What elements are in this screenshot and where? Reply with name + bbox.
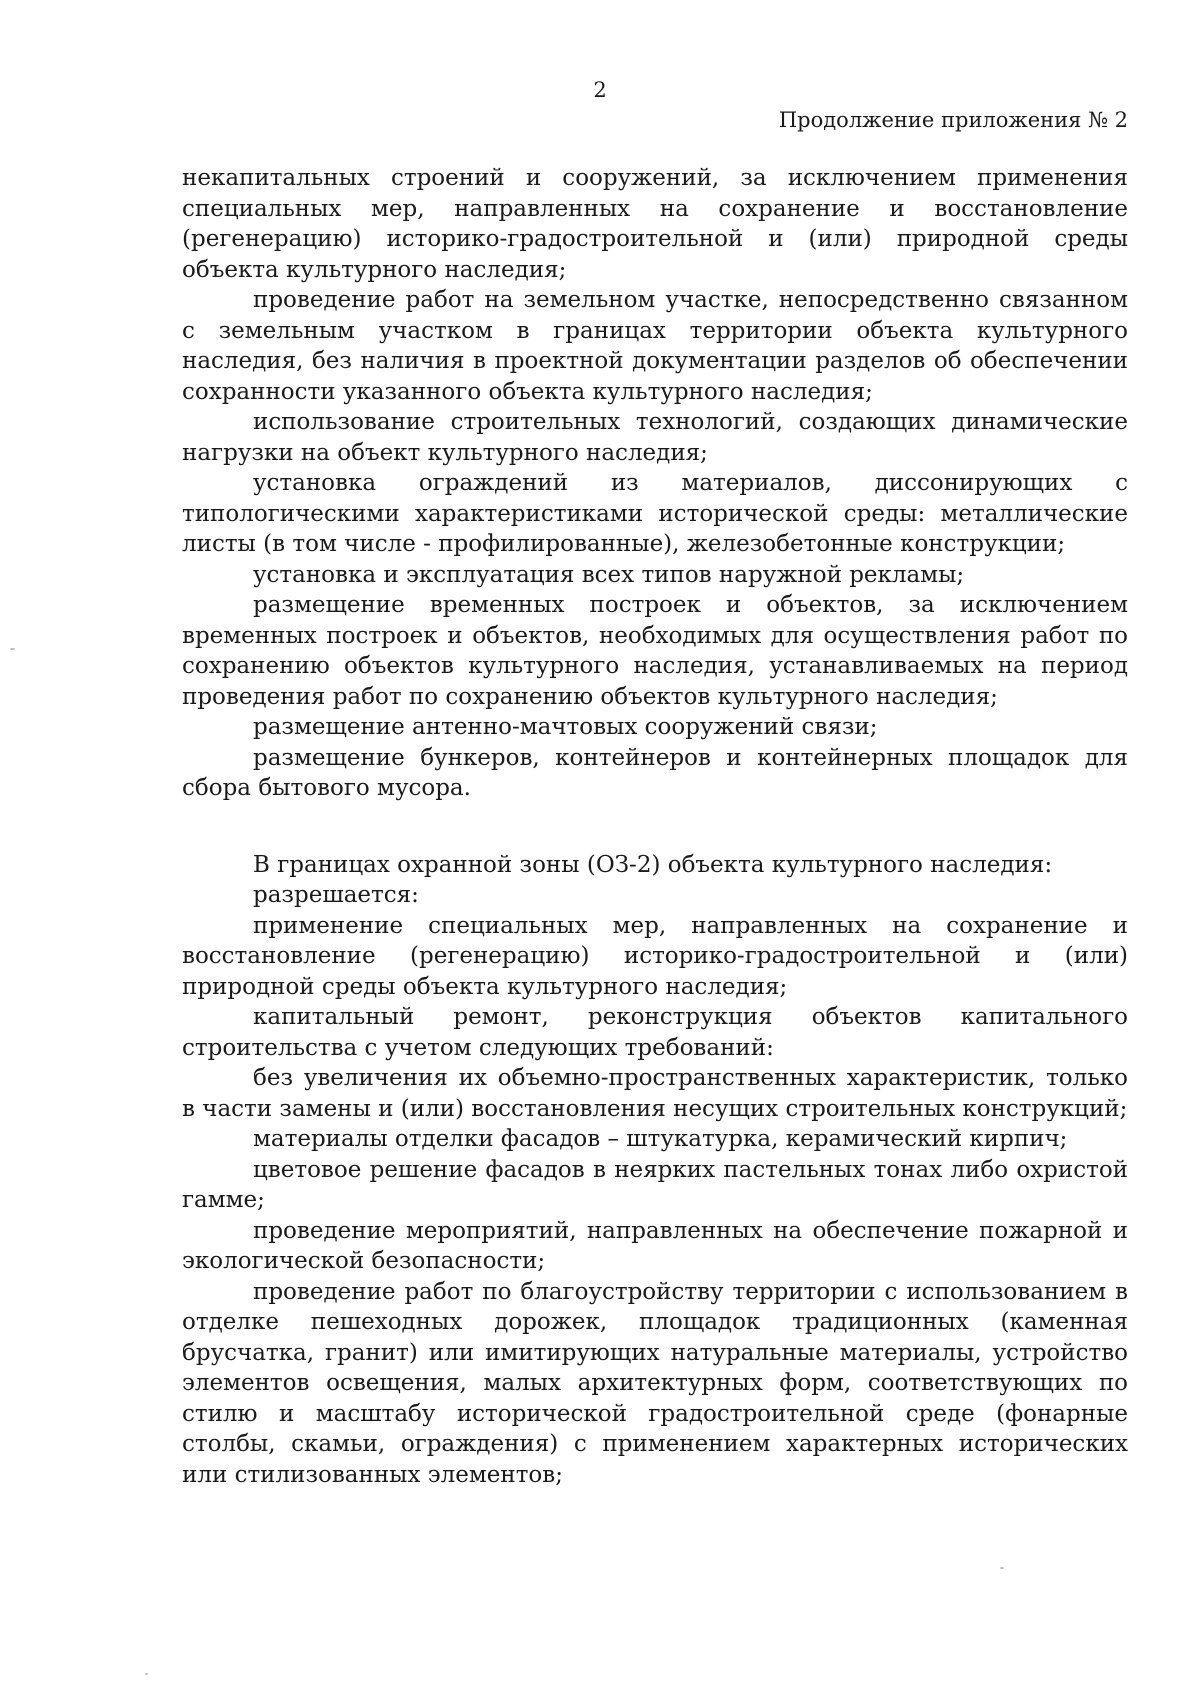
document-body <box>182 163 1128 1490</box>
paragraph: проведение работ на земельном участке, непосредственно связанном с земельным участком в границах территории объекта культурного наследия, без наличия в проектной документации разделов об обеспечении сохранности указанного объекта культурного наследия; <box>182 287 1128 405</box>
scan-speck <box>10 648 15 650</box>
section-heading: В границах охранной зоны (ОЗ-2) объекта культурного наследия: <box>253 851 1053 878</box>
paragraph: применение специальных мер, направленных на сохранение и восстановление (регенерацию) историко-градостроительной и (или) природной среды объекта культурного наследия; <box>182 912 1128 1000</box>
paragraph: размещение антенно-мачтовых сооружений связи; <box>253 714 878 740</box>
paragraph: использование строительных технологий, создающих динамические нагрузки на объект культурного наследия; <box>182 409 1128 466</box>
paragraph: проведение мероприятий, направленных на обеспечение пожарной и экологической безопасности; <box>182 1217 1128 1274</box>
section-subheading: разрешается: <box>253 882 419 908</box>
section-spacer <box>182 804 1128 850</box>
paragraph: установка и эксплуатация всех типов наружной рекламы; <box>253 561 965 588</box>
paragraph: проведение работ по благоустройству территории с использованием в отделке пешеходных дорожек, площадок традиционных (каменная брусчатка, гранит) или имитирующих натуральные материалы, устройство элементов освещения, малых архитектурных форм, соответствующих по стилю и масштабу исторической градостроительной среде (фонарные столбы, скамьи, ограждения) с применением характерных исторических или стилизованных элементов; <box>182 1278 1128 1488</box>
paragraph: размещение временных построек и объектов, за исключением временных построек и объектов, необходимых для осуществления работ по сохранению объектов культурного наследия, устанавливаемых на период проведения работ по сохранению объектов культурного наследия; <box>182 592 1128 710</box>
paragraph: капитальный ремонт, реконструкция объектов капитального строительства с учетом следующих требований: <box>182 1004 1128 1061</box>
paragraph: без увеличения их объемно-пространственных характеристик, только в части замены и (или) восстановления несущих строительных конструкций; <box>182 1065 1128 1122</box>
appendix-continuation-note: Продолжение приложения № 2 <box>778 108 1128 132</box>
scan-speck <box>145 1673 148 1675</box>
scan-speck <box>1000 1567 1004 1569</box>
page-number: 2 <box>593 78 607 102</box>
paragraph: цветовое решение фасадов в неярких пастельных тонах либо охристой гамме; <box>182 1156 1128 1213</box>
paragraph-continued: некапитальных строений и сооружений, за исключением применения специальных мер, направленных на сохранение и восстановление (регенерацию) историко-градостроительной и (или) природной среды объекта культурного наследия; <box>182 165 1128 283</box>
paragraph: размещение бункеров, контейнеров и контейнерных площадок для сбора бытового мусора. <box>182 744 1128 801</box>
paragraph: материалы отделки фасадов – штукатурка, керамический кирпич; <box>253 1126 1068 1152</box>
paragraph: установка ограждений из материалов, диссонирующих с типологическими характеристиками исторической среды: металлические листы (в том числе - профилированные), железобетонные конструкции; <box>182 470 1128 557</box>
